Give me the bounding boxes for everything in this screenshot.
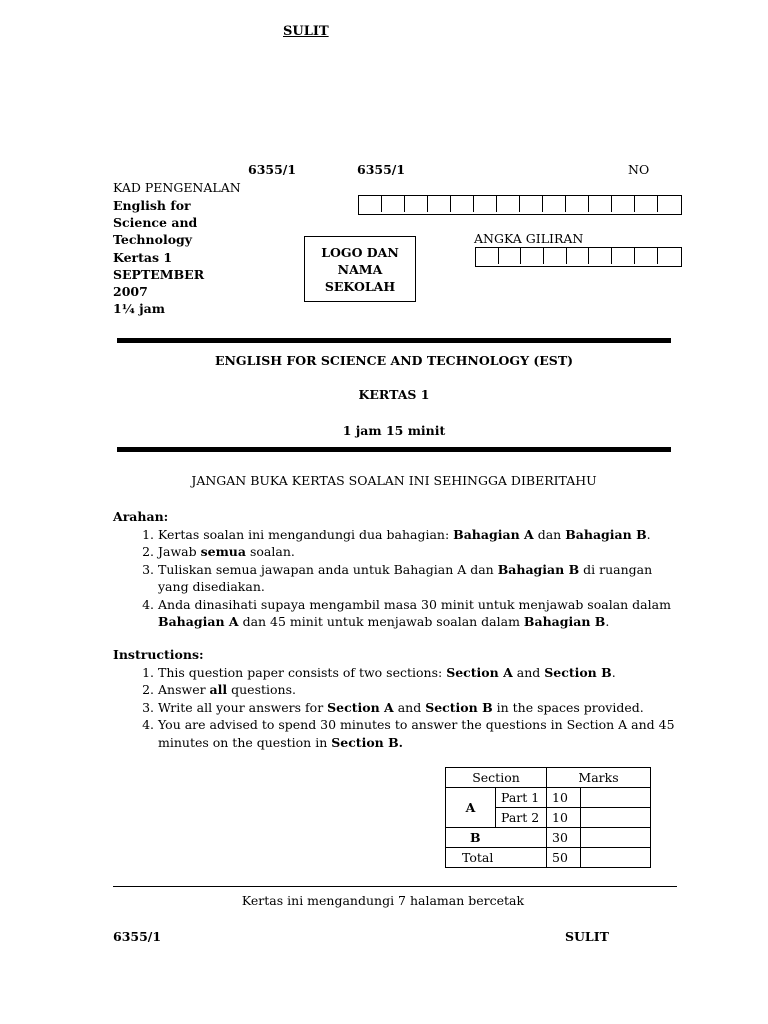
subject-info: [113, 197, 223, 317]
page-count-note: Kertas ini mengandungi 7 halaman bercetak: [241, 893, 525, 908]
sulit-top-label: SULIT: [283, 24, 329, 39]
exam-duration: 1 jam 15 minit: [342, 423, 446, 438]
ic-digit-box[interactable]: [589, 196, 612, 212]
arahan-list: [113, 526, 678, 630]
ic-digit-box[interactable]: [612, 196, 635, 212]
part2-score-cell[interactable]: [581, 808, 651, 828]
ic-digit-box[interactable]: [520, 196, 543, 212]
ic-digit-box[interactable]: [451, 196, 474, 212]
ic-digit-box[interactable]: [382, 196, 405, 212]
ic-digit-box[interactable]: [359, 196, 382, 212]
exam-subject-title: ENGLISH FOR SCIENCE AND TECHNOLOGY (EST): [214, 353, 574, 368]
angka-giliran-boxes[interactable]: [475, 247, 682, 267]
angka-digit-box[interactable]: [476, 248, 499, 264]
total-label: Total: [446, 848, 547, 868]
part1-label: Part 1: [496, 788, 547, 808]
angka-digit-box[interactable]: [521, 248, 544, 264]
thick-divider-top: [117, 338, 671, 343]
subject-line: Science and: [113, 215, 198, 231]
list-item: 4. Anda dinasihati supaya mengambil masa 30 minit untuk menjawab soalan dalam Bahagian A dan 45 minit untuk menjawab soalan dalam Bahagian B.: [158, 596, 678, 631]
kad-pengenalan-label: KAD PENGENALAN: [113, 180, 241, 195]
ic-digit-box[interactable]: [497, 196, 520, 212]
table-row: [446, 848, 651, 868]
header-section: Section: [446, 768, 547, 788]
no-label: NO: [628, 162, 650, 177]
angka-digit-box[interactable]: [567, 248, 590, 264]
part1-score-cell[interactable]: [581, 788, 651, 808]
table-row: [446, 768, 651, 788]
ic-digit-box[interactable]: [658, 196, 681, 212]
section-b-cell: B: [446, 828, 547, 848]
total-score-cell[interactable]: [581, 848, 651, 868]
section-a-cell: A: [446, 788, 496, 828]
total-max: 50: [547, 848, 581, 868]
sulit-bottom-label: SULIT: [565, 929, 609, 944]
angka-digit-box[interactable]: [499, 248, 522, 264]
marks-table: [445, 767, 651, 868]
angka-digit-box[interactable]: [589, 248, 612, 264]
part2-label: Part 2: [496, 808, 547, 828]
instructions-heading: Instructions:: [113, 647, 204, 662]
arahan-heading: Arahan:: [113, 509, 169, 524]
subject-line: English for: [113, 198, 191, 213]
subject-line: SEPTEMBER: [113, 266, 205, 282]
ic-number-boxes[interactable]: [358, 195, 682, 215]
b-max: 30: [547, 828, 581, 848]
ic-digit-box[interactable]: [428, 196, 451, 212]
angka-digit-box[interactable]: [635, 248, 658, 264]
angka-digit-box[interactable]: [544, 248, 567, 264]
angka-digit-box[interactable]: [612, 248, 635, 264]
list-item: 1. This question paper consists of two sections: Section A and Section B.: [158, 664, 678, 681]
list-item: 3. Tuliskan semua jawapan anda untuk Bahagian A dan Bahagian B di ruangan yang disediakan.: [158, 561, 678, 596]
instructions-list: [113, 664, 678, 751]
subject-line: Technology: [113, 232, 193, 248]
do-not-open-warning: JANGAN BUKA KERTAS SOALAN INI SEHINGGA DIBERITAHU: [191, 473, 597, 488]
header-marks: Marks: [547, 768, 651, 788]
school-logo-box: LOGO DAN NAMA SEKOLAH: [304, 236, 416, 302]
list-item: 2. Answer all questions.: [158, 681, 678, 698]
list-item: 4. You are advised to spend 30 minutes to answer the questions in Section A and 45 minutes on the question in Section B.: [158, 716, 678, 751]
ic-digit-box[interactable]: [543, 196, 566, 212]
subject-line: 1¼ jam: [113, 301, 165, 317]
angka-giliran-label: ANGKA GILIRAN: [474, 231, 584, 246]
angka-digit-box[interactable]: [658, 248, 681, 264]
subject-line: Kertas 1: [113, 249, 173, 265]
exam-paper-title: KERTAS 1: [358, 387, 430, 402]
ic-digit-box[interactable]: [405, 196, 428, 212]
part1-max: 10: [547, 788, 581, 808]
subject-line: 2007: [113, 284, 148, 300]
ic-digit-box[interactable]: [474, 196, 497, 212]
thin-divider: [113, 886, 677, 887]
list-item: 2. Jawab semua soalan.: [158, 543, 678, 560]
table-row: [446, 788, 651, 808]
list-item: 3. Write all your answers for Section A and Section B in the spaces provided.: [158, 699, 678, 716]
ic-digit-box[interactable]: [635, 196, 658, 212]
ic-digit-box[interactable]: [566, 196, 589, 212]
paper-code-left: 6355/1: [248, 162, 297, 177]
thick-divider-bottom: [117, 447, 671, 452]
paper-code-right: 6355/1: [357, 162, 406, 177]
list-item: 1. Kertas soalan ini mengandungi dua bahagian: Bahagian A dan Bahagian B.: [158, 526, 678, 543]
b-score-cell[interactable]: [581, 828, 651, 848]
table-row: [446, 828, 651, 848]
paper-code-bottom: 6355/1: [113, 929, 162, 944]
part2-max: 10: [547, 808, 581, 828]
